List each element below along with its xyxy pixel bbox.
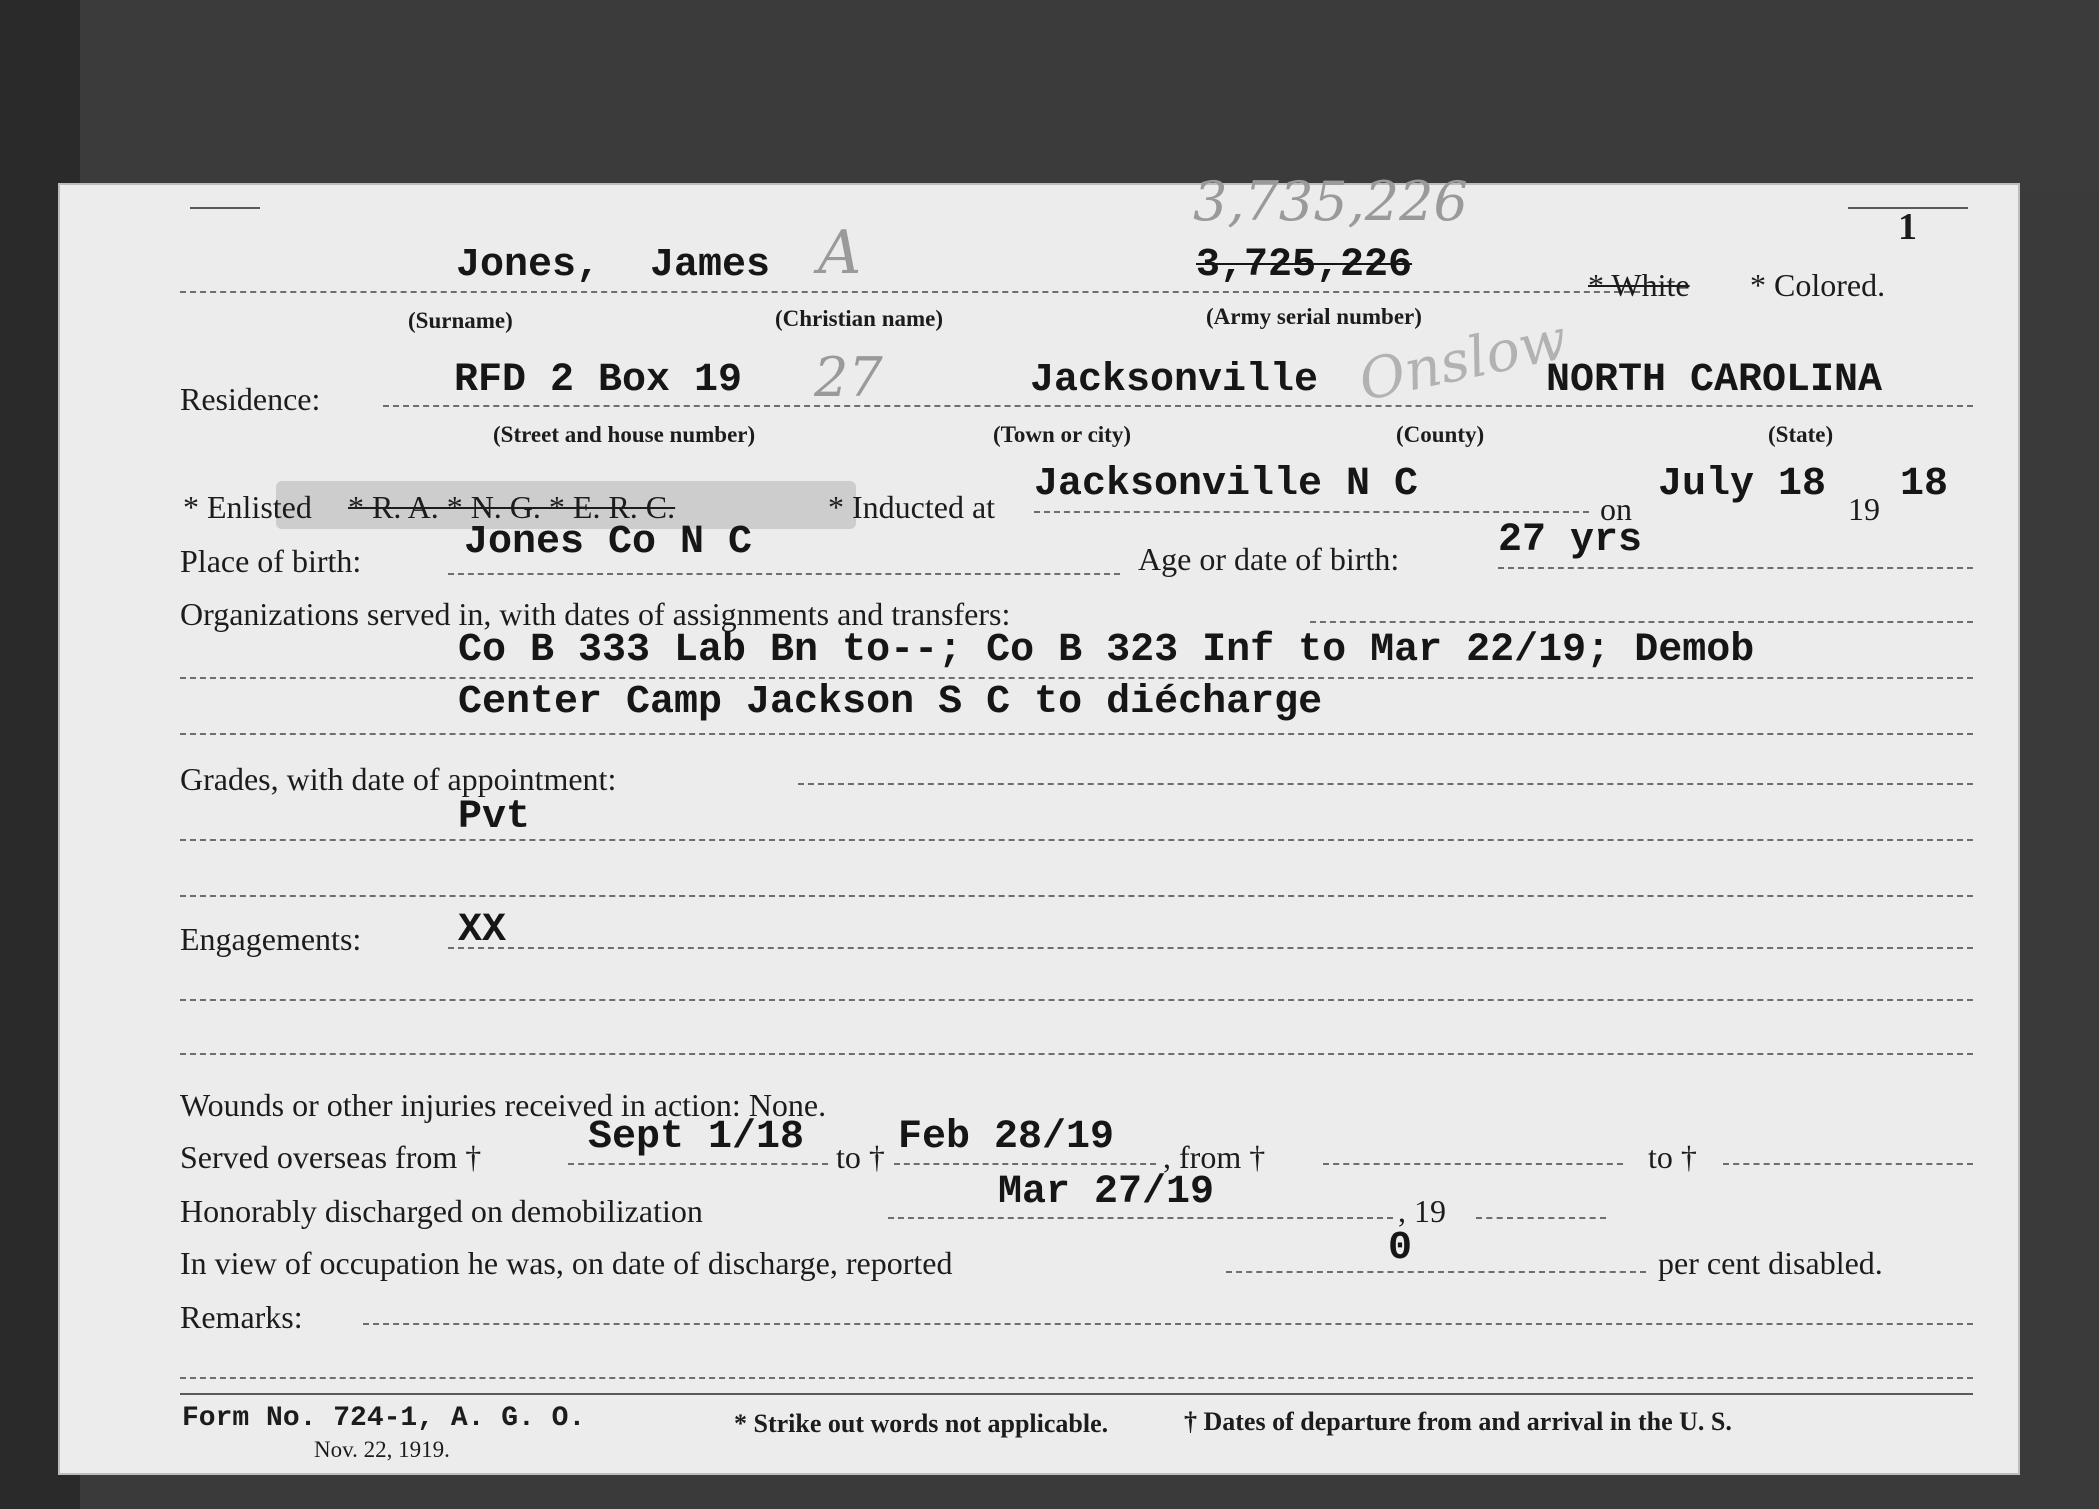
grades-label-line — [798, 783, 1973, 785]
overseas-label: Served overseas from † — [180, 1139, 482, 1175]
name-line — [180, 291, 1640, 293]
orgs-line-2-rule — [180, 733, 1973, 735]
caption-christian: (Christian name) — [775, 306, 944, 331]
grades-value: Pvt — [458, 795, 531, 840]
residence-county-handwritten: Onslow — [1353, 306, 1573, 415]
overseas-to-line — [894, 1163, 1156, 1165]
residence-state-value: NORTH CAROLINA — [1546, 358, 1883, 403]
top-left-rule — [190, 207, 260, 209]
form-number: Form No. 724-1, A. G. O. — [182, 1403, 586, 1434]
enlisted-label: * Enlisted — [183, 489, 312, 525]
caption-street: (Street and house number) — [493, 422, 756, 447]
age-label: Age or date of birth: — [1138, 541, 1400, 577]
age-line — [1498, 567, 1973, 569]
christian-name-value: James — [650, 243, 771, 288]
race-white: * White — [1588, 267, 1690, 303]
footnote-dates: † Dates of departure from and arrival in the U. S. — [1184, 1407, 1732, 1436]
overseas-from2-label: , from † — [1163, 1139, 1266, 1175]
discharge-label: Honorably discharged on demobilization — [180, 1193, 703, 1229]
disabled-label: In view of occupation he was, on date of discharge, reported — [180, 1245, 953, 1281]
overseas-to2-label: to † — [1648, 1139, 1697, 1175]
inducted-place-value: Jacksonville N C — [1034, 462, 1419, 507]
residence-town-value: Jacksonville — [1030, 358, 1319, 403]
age-value: 27 yrs — [1498, 518, 1643, 563]
serial-number-value: 3,725,226 — [1196, 243, 1413, 288]
disabled-value: 0 — [1388, 1226, 1413, 1271]
residence-street-value: RFD 2 Box 19 — [454, 358, 743, 403]
footer-rule — [180, 1393, 1973, 1395]
discharge-date-value: Mar 27/19 — [998, 1170, 1215, 1215]
race-colored: * Colored. — [1750, 267, 1886, 303]
caption-surname: (Surname) — [408, 308, 513, 333]
wounds-label: Wounds or other injuries received in action: None. — [180, 1087, 827, 1123]
caption-town: (Town or city) — [993, 422, 1131, 447]
residence-line — [383, 405, 1973, 407]
disabled-suffix: per cent disabled. — [1658, 1245, 1883, 1281]
serial-handwritten: 3,735,226 — [1193, 170, 1468, 233]
birth-label: Place of birth: — [180, 543, 362, 579]
caption-serial: (Army serial number) — [1206, 304, 1422, 329]
enlisted-options: * R. A. * N. G. * E. R. C. — [348, 489, 676, 525]
discharge-year-line — [1476, 1217, 1606, 1219]
orgs-label-line — [1310, 621, 1973, 623]
overseas-to-label: to † — [836, 1139, 885, 1175]
grades-line-2 — [180, 895, 1973, 897]
remarks-line-2 — [180, 1377, 1973, 1379]
christian-handwritten-initial: A — [818, 218, 862, 288]
grades-line-1 — [180, 839, 1973, 841]
discharge-line — [888, 1217, 1393, 1219]
inducted-date-value: July 18 — [1658, 462, 1827, 507]
engagements-value: XX — [458, 908, 507, 953]
caption-state: (State) — [1768, 422, 1834, 447]
overseas-from2-line — [1323, 1163, 1623, 1165]
overseas-from-value: Sept 1/18 — [588, 1115, 805, 1160]
discharge-year-prefix: , 19 — [1398, 1193, 1446, 1229]
birth-line — [448, 573, 1120, 575]
orgs-line-2: Center Camp Jackson S C to diécharge — [458, 680, 1323, 725]
grades-label: Grades, with date of appointment: — [180, 761, 617, 797]
inducted-label: * Inducted at — [828, 489, 996, 525]
engagements-line-1 — [448, 947, 1973, 949]
background-top — [0, 0, 2099, 190]
inducted-year-prefix: 19 — [1848, 491, 1880, 527]
inducted-year-value: 18 — [1900, 462, 1949, 507]
residence-label: Residence: — [180, 381, 321, 417]
remarks-line-1 — [363, 1323, 1973, 1325]
on-label: on — [1600, 491, 1632, 527]
orgs-line-1: Co B 333 Lab Bn to--; Co B 323 Inf to Mar 22/19; Demob — [458, 628, 1755, 673]
birth-place-value: Jones Co N C — [464, 520, 753, 565]
engagements-line-3 — [180, 1053, 1973, 1055]
engagements-line-2 — [180, 999, 1973, 1001]
overseas-from-line — [568, 1163, 828, 1165]
caption-county: (County) — [1396, 422, 1485, 447]
service-record-card — [58, 170, 2020, 1475]
surname-value: Jones, — [456, 243, 601, 288]
engagements-label: Engagements: — [180, 921, 362, 957]
overseas-to-value: Feb 28/19 — [898, 1115, 1115, 1160]
orgs-line-1-rule — [180, 677, 1973, 679]
residence-street-handwritten: 27 — [814, 346, 883, 409]
footnote-strike: * Strike out words not applicable. — [734, 1409, 1109, 1438]
overseas-to2-line — [1723, 1163, 1973, 1165]
remarks-label: Remarks: — [180, 1299, 303, 1335]
inducted-line — [1034, 511, 1589, 513]
corner-number: 1 — [1898, 206, 1917, 248]
form-date: Nov. 22, 1919. — [314, 1437, 450, 1462]
orgs-label: Organizations served in, with dates of assignments and transfers: — [180, 596, 1011, 632]
disabled-line — [1226, 1271, 1646, 1273]
